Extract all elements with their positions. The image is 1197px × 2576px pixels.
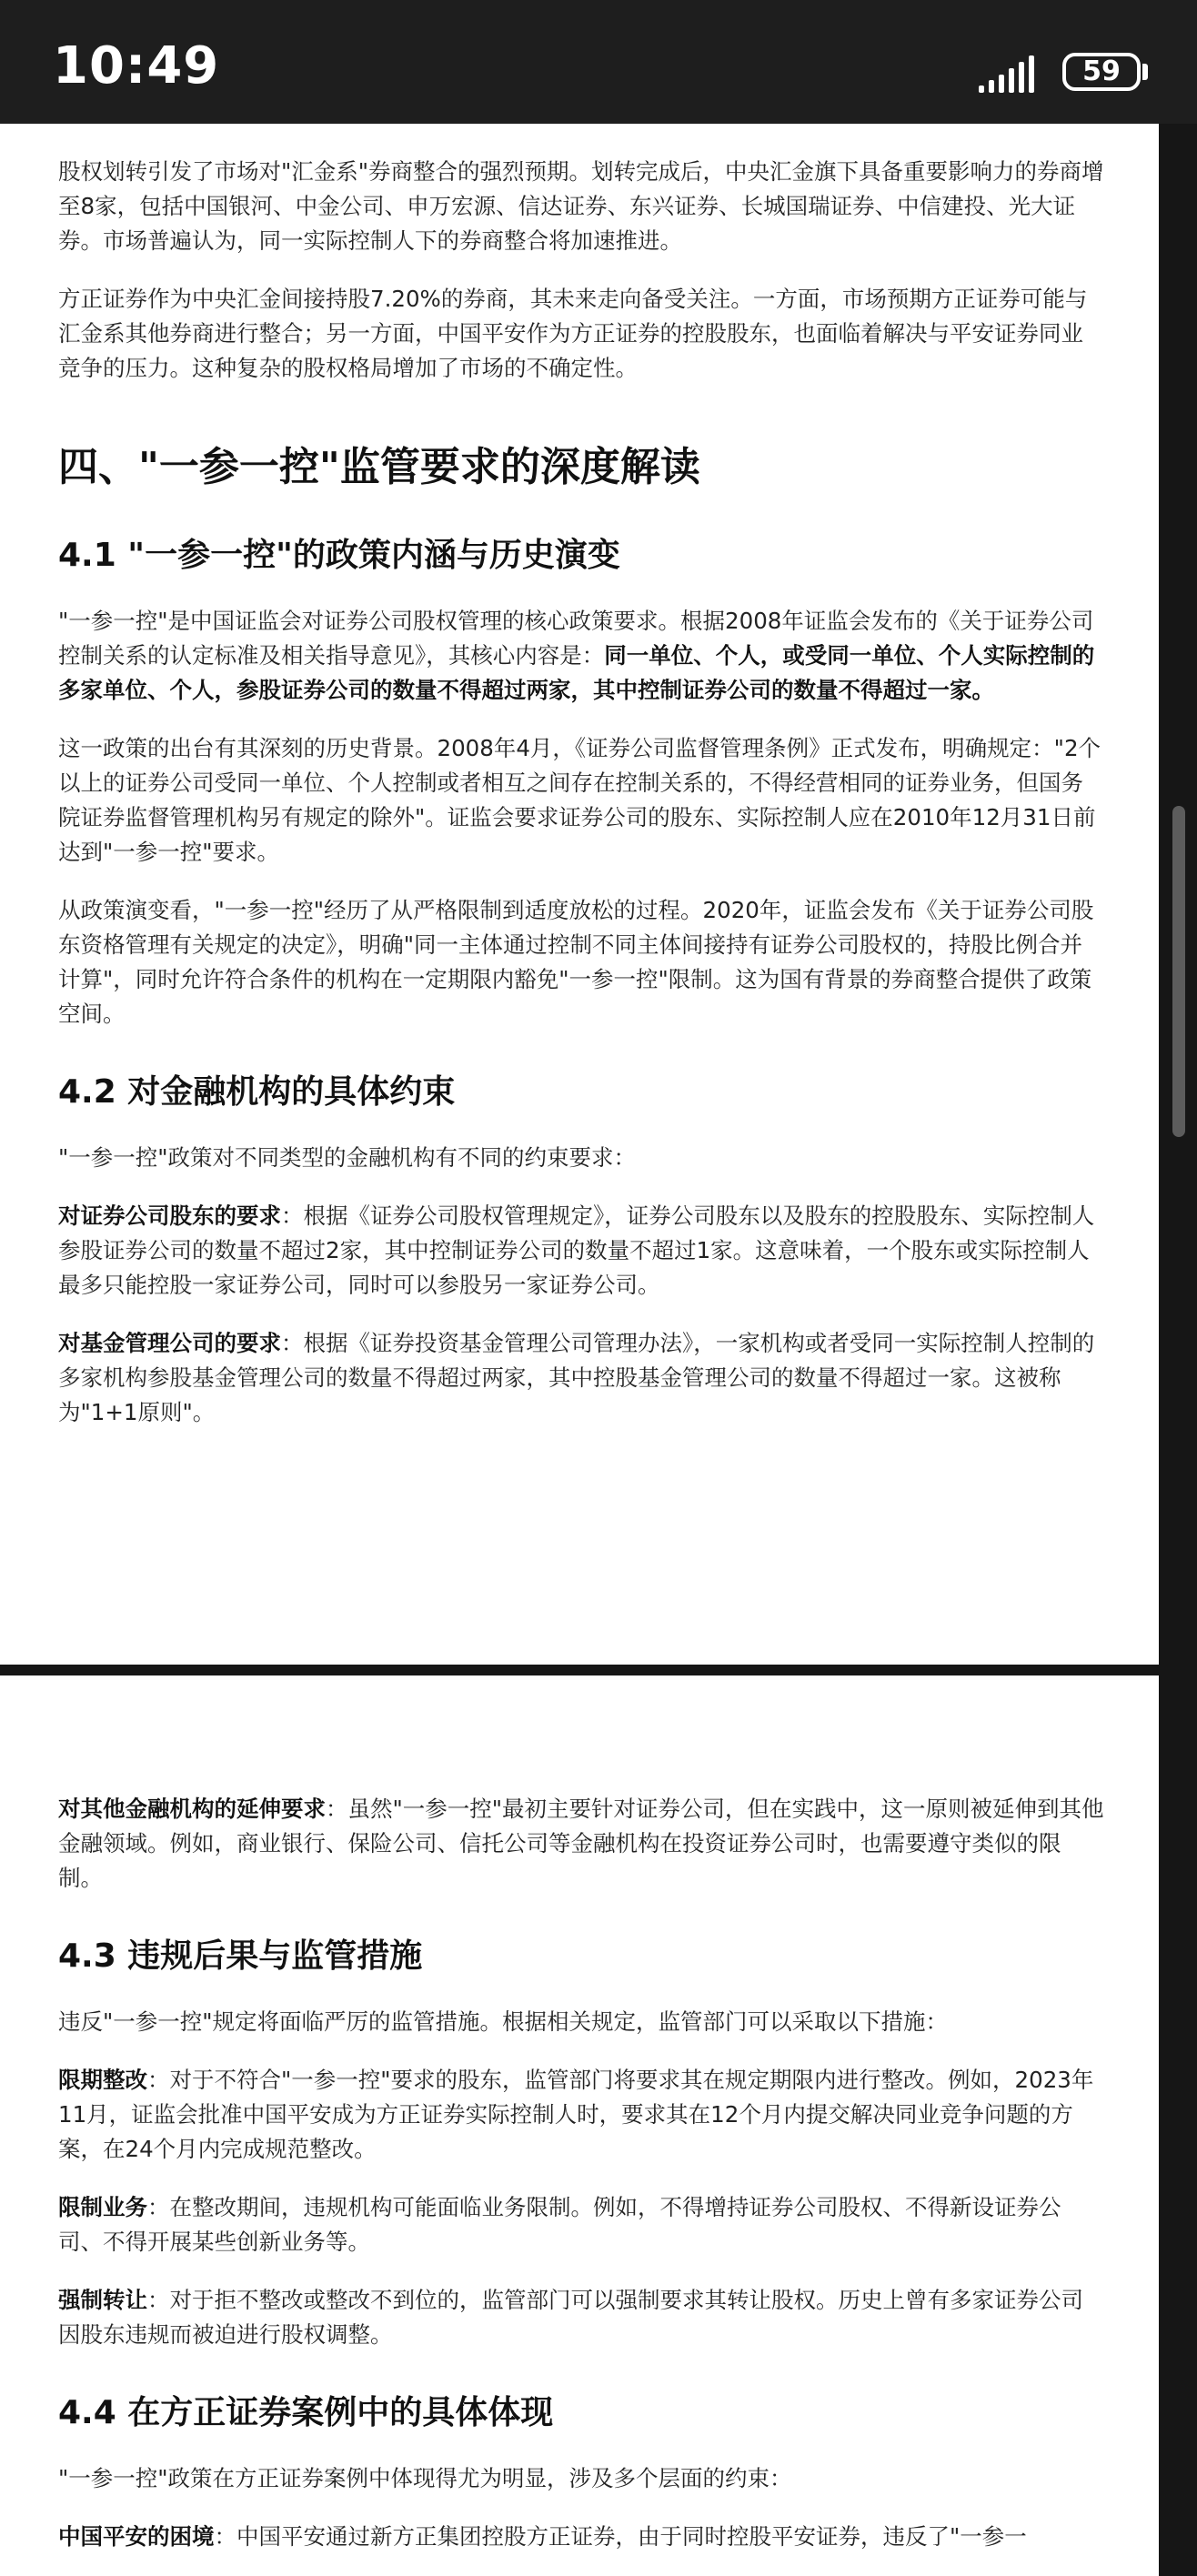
battery-icon — [1062, 53, 1141, 91]
paragraph: 股权划转引发了市场对"汇金系"券商整合的强烈预期。划转完成后，中央汇金旗下具备重要影响力的券商增至8家，包括中国银河、中金公司、申万宏源、信达证券、东兴证券、长城国瑞证券、中信建投、光大证券。市场普遍认为，同一实际控制人下的券商整合将加速推进。 — [58, 158, 1104, 254]
bold-label: 对其他金融机构的延伸要求 — [58, 1796, 326, 1822]
section-heading: 四、"一参一控"监管要求的深度解读 — [58, 444, 700, 490]
paragraph-text: ：虽然"一参一控"最初主要针对证券公司，但在实践中，这一原则被延伸到其他金融领域。例如，商业银行、保险公司、信托公司等金融机构在投资证券公司时，也需要遵守类似的限制。 — [58, 1796, 1104, 1891]
paragraph-text: ：对于不符合"一参一控"要求的股东，监管部门将要求其在规定期限内进行整改。例如，2023年11月，证监会批准中国平安成为方正证券实际控制人时，要求其在12个月内提交解决同业竞争问题的方案，在24个月内完成规范整改。 — [58, 2067, 1094, 2162]
bold-label: 限期整改 — [58, 2067, 147, 2093]
paragraph-text: ：中国平安通过新方正集团控股方正证券，由于同时控股平安证券，违反了"一参一 — [214, 2523, 1027, 2550]
scrollbar-thumb[interactable] — [1172, 806, 1185, 1137]
subsection-heading: 4.2 对金融机构的具体约束 — [58, 1073, 456, 1111]
paragraph — [58, 1792, 1104, 1896]
paragraph — [58, 2283, 1104, 2352]
bold-label: 对基金管理公司的要求 — [58, 1330, 281, 1356]
paragraph — [58, 2063, 1104, 2167]
paragraph-text: ：根据《证券投资基金管理公司管理办法》，一家机构或者受同一实际控制人控制的多家机构参股基金管理公司的数量不得超过两家，其中控股基金管理公司的数量不得超过一家。这被称为"1+1原则"。 — [58, 1330, 1095, 1425]
paragraph — [58, 2190, 1104, 2259]
bold-label: 对证券公司股东的要求 — [58, 1202, 281, 1229]
status-bar — [0, 0, 1197, 124]
paragraph — [58, 2520, 1104, 2554]
paragraph: 从政策演变看，"一参一控"经历了从严格限制到适度放松的过程。2020年，证监会发布《关于证券公司股东资格管理有关规定的决定》，明确"同一主体通过控制不同主体间接持有证券公司股权的，持股比例合并计算"，同时允许符合条件的机构在一定期限内豁免"一参一控"限制。这为国有背景的券商整合提供了政策空间。 — [58, 897, 1094, 1027]
bold-label: 限制业务 — [58, 2194, 147, 2220]
paragraph: "一参一控"政策对不同类型的金融机构有不同的约束要求： — [58, 1144, 637, 1171]
bold-label: 中国平安的困境 — [58, 2523, 215, 2550]
bold-label: 强制转让 — [58, 2287, 147, 2313]
paragraph-text: "一参一控"是中国证监会对证券公司股权管理的核心政策要求。根据2008年证监会发布的《关于证券公司控制关系的认定标准及相关指导意见》，其核心内容是： — [58, 608, 1094, 669]
bold-text: 同一单位、个人，或受同一单位、个人实际控制的多家单位、个人，参股证券公司的数量不得超过两家，其中控制证券公司的数量不得超过一家。 — [58, 642, 1095, 703]
status-time: 10:49 — [53, 36, 220, 96]
paragraph: 方正证券作为中央汇金间接持股7.20%的券商，其未来走向备受关注。一方面，市场预期方正证券可能与汇金系其他券商进行整合；另一方面，中国平安作为方正证券的控股股东，也面临着解决与平安证券同业竞争的压力。这种复杂的股权格局增加了市场的不确定性。 — [58, 286, 1088, 381]
paragraph-text: ：根据《证券公司股权管理规定》，证券公司股东以及股东的控股股东、实际控制人参股证券公司的数量不超过2家，其中控制证券公司的数量不超过1家。这意味着，一个股东或实际控制人最多只能控股一家证券公司，同时可以参股另一家证券公司。 — [58, 1202, 1095, 1298]
paragraph — [58, 604, 1104, 708]
document-page-2 — [0, 1675, 1159, 2576]
paragraph — [58, 1199, 1104, 1303]
document-page-1 — [0, 124, 1159, 1665]
subsection-heading: 4.4 在方正证券案例中的具体体现 — [58, 2394, 554, 2431]
battery-tip — [1142, 64, 1148, 80]
subsection-heading: 4.3 违规后果与监管措施 — [58, 1937, 423, 1975]
signal-strength-icon — [979, 55, 1044, 93]
subsection-heading: 4.1 "一参一控"的政策内涵与历史演变 — [58, 537, 620, 574]
paragraph: 这一政策的出台有其深刻的历史背景。2008年4月，《证券公司监督管理条例》正式发布，明确规定："2个以上的证券公司受同一单位、个人控制或者相互之间存在控制关系的，不得经营相同的证券业务，但国务院证券监督管理机构另有规定的除外"。证监会要求证券公司的股东、实际控制人应在2010年12月31日前达到"一参一控"要求。 — [58, 735, 1101, 865]
page-content — [58, 155, 1104, 1454]
battery-level: 59 — [1082, 55, 1121, 87]
paragraph-text: ：在整改期间，违规机构可能面临业务限制。例如，不得增持证券公司股权、不得新设证券公司、不得开展某些创新业务等。 — [58, 2194, 1061, 2255]
paragraph-text: ：对于拒不整改或整改不到位的，监管部门可以强制要求其转让股权。历史上曾有多家证券公司因股东违规而被迫进行股权调整。 — [58, 2287, 1083, 2348]
paragraph — [58, 1326, 1104, 1430]
page-content — [58, 1792, 1104, 2554]
paragraph: "一参一控"政策在方正证券案例中体现得尤为明显，涉及多个层面的约束： — [58, 2465, 792, 2491]
paragraph: 违反"一参一控"规定将面临严厉的监管措施。根据相关规定，监管部门可以采取以下措施： — [58, 2008, 949, 2035]
